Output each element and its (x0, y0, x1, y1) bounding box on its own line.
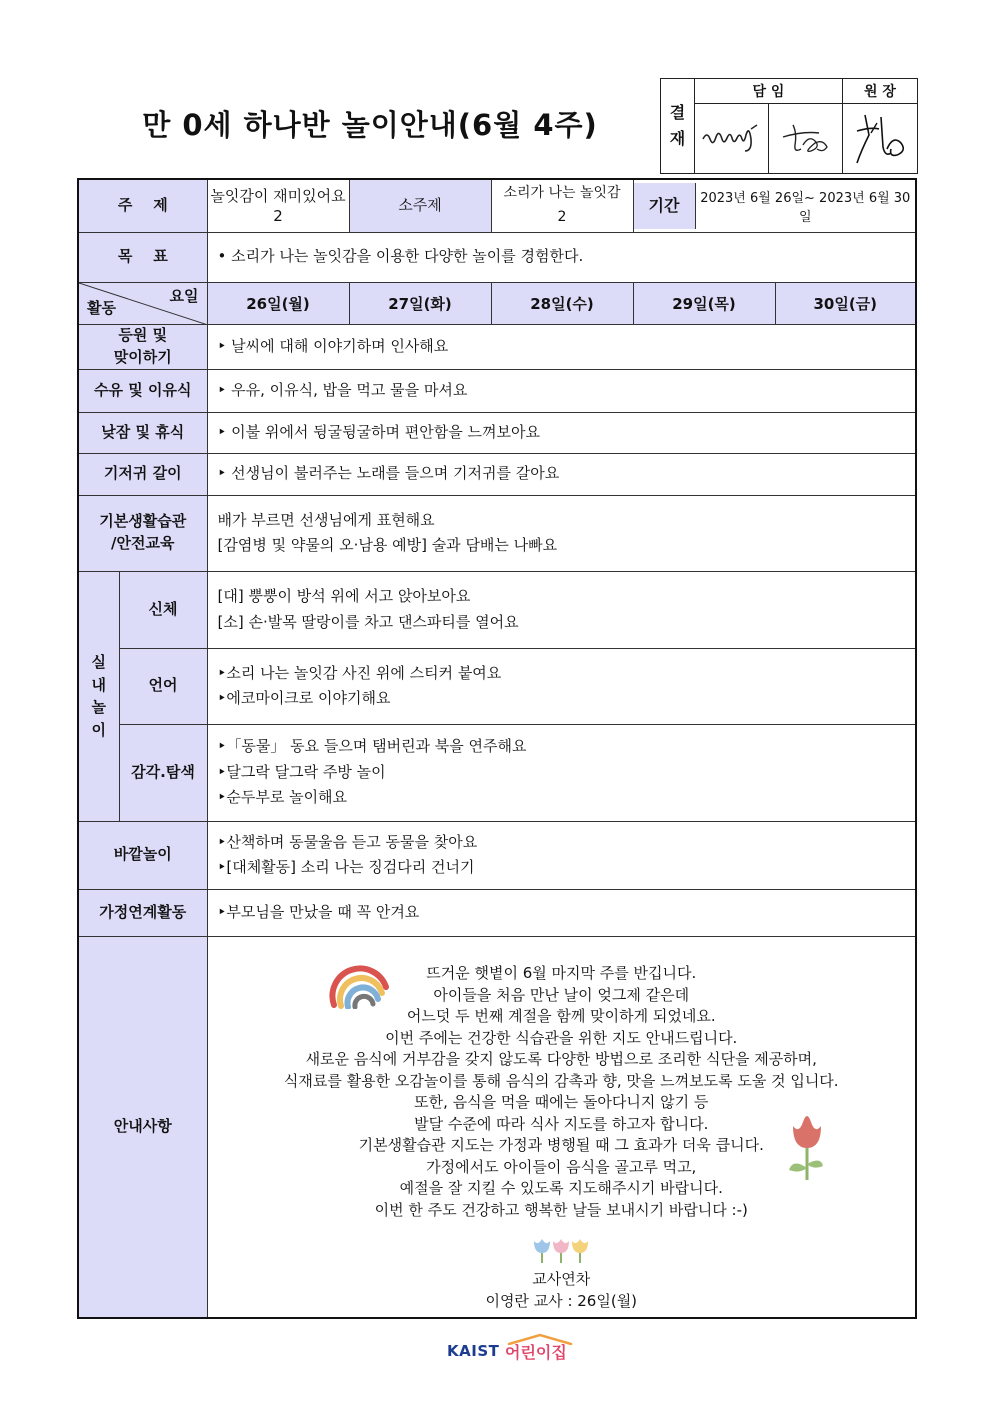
page-title: 만 0세 하나반 놀이안내(6월 4주) (142, 108, 598, 142)
theme-value: 놀잇감이 재미있어요 2 (207, 179, 349, 232)
subtheme-label: 소주제 (349, 179, 491, 232)
corner-activity-label: 활동 (87, 298, 116, 317)
outdoor-label: 바깥놀이 (78, 821, 207, 889)
nap-label: 낮잠 및 휴식 (78, 412, 207, 453)
teacher-leave-detail: 이영란 교사 : 26일(월) (485, 1291, 638, 1310)
body-label: 신체 (119, 571, 207, 648)
home-link-label: 가정연계활동 (78, 889, 207, 936)
notice-label: 안내사항 (78, 936, 207, 1318)
diaper-content: ‣ 선생님이 불러주는 노래를 들으며 기저귀를 갈아요 (207, 453, 916, 495)
indoor-play-label: 실 내 놀 이 (78, 571, 119, 821)
arrival-content: ‣ 날씨에 대해 이야기하며 인사해요 (207, 324, 916, 369)
director-label: 원 장 (843, 79, 918, 104)
outdoor-content (207, 821, 916, 889)
notice-line: 식재료를 활용한 오감놀이를 통해 음식의 감촉과 향, 맛을 느껴보도록 도울 것 입니다. (283, 1071, 839, 1090)
sensory-line: ‣달그락 달그락 주방 놀이 (217, 762, 386, 781)
approval-box (660, 78, 918, 174)
day-header: 29일(목) (633, 282, 775, 324)
period-value: 2023년 6월 26일~ 2023년 6월 30일 (700, 190, 911, 225)
outdoor-line: ‣산책하며 동물울음 듣고 동물을 찾아요 (217, 832, 478, 851)
teacher-leave-title: 교사연차 (532, 1270, 591, 1289)
habit-label: 기본생활습관 /안전교육 (78, 495, 207, 571)
homeroom-label: 담 임 (695, 79, 843, 104)
play-plan-table (77, 178, 917, 1319)
notice-line: 이번 한 주도 건강하고 행복한 날들 보내시기 바랍니다 :-) (374, 1200, 748, 1219)
period-cell (633, 179, 916, 232)
subtheme-value: 소리가 나는 놀잇감 2 (491, 179, 633, 232)
arrival-label: 등원 및 맞이하기 (78, 324, 207, 369)
day-header: 28일(수) (491, 282, 633, 324)
diaper-label: 기저귀 갈이 (78, 453, 207, 495)
feeding-content: ‣ 우유, 이유식, 밥을 먹고 물을 마셔요 (207, 369, 916, 412)
goal-value: • 소리가 나는 놀잇감을 이용한 다양한 놀이를 경험한다. (207, 232, 916, 282)
body-line: [소] 손·발목 딸랑이를 차고 댄스파티를 열어요 (217, 612, 519, 631)
corner-day-label: 요일 (169, 286, 199, 305)
language-content (207, 648, 916, 724)
notice-content (207, 936, 916, 1318)
sensory-content (207, 724, 916, 821)
day-header: 30일(금) (775, 282, 916, 324)
goal-label: 목 표 (78, 232, 207, 282)
body-line: [대] 뿡뿡이 방석 위에 서고 앉아보아요 (217, 587, 471, 606)
habit-content (207, 495, 916, 571)
notice-line: 또한, 음식을 먹을 때에는 돌아다니지 않기 등 (414, 1093, 709, 1112)
notice-line: 기본생활습관 지도는 가정과 병행될 때 그 효과가 더욱 큽니다. (358, 1136, 764, 1155)
day-activity-corner (78, 282, 207, 324)
language-line: ‣에코마이크로 이야기해요 (217, 689, 391, 708)
signature-teacher-2 (769, 104, 843, 174)
flowers-icon (530, 1237, 592, 1265)
language-label: 언어 (119, 648, 207, 724)
notice-line: 어느덧 두 번째 계절을 함께 맞이하게 되었네요. (406, 1007, 716, 1026)
notice-line: 가정에서도 아이들이 음식을 골고루 먹고, (426, 1157, 697, 1176)
outdoor-line: ‣[대체활동] 소리 나는 징검다리 건너기 (217, 858, 475, 877)
nap-content: ‣ 이불 위에서 뒹굴뒹굴하며 편안함을 느껴보아요 (207, 412, 916, 453)
body-content (207, 571, 916, 648)
day-header: 26일(월) (207, 282, 349, 324)
signature-teacher-1 (695, 104, 769, 174)
day-header: 27일(화) (349, 282, 491, 324)
tulip-icon (783, 1112, 831, 1184)
period-label: 기간 (634, 183, 696, 229)
signature-director (843, 104, 918, 174)
notice-line: 예절을 잘 지킬 수 있도록 지도해주시기 바랍니다. (399, 1179, 723, 1198)
sensory-line: ‣순두부로 놀이해요 (217, 788, 348, 807)
approval-label: 결 재 (661, 79, 695, 174)
rainbow-icon (328, 957, 392, 1009)
language-line: ‣소리 나는 놀잇감 사진 위에 스티커 붙여요 (217, 663, 502, 682)
habit-line: [감염병 및 약물의 오·남용 예방] 술과 담배는 나빠요 (217, 536, 558, 555)
notice-line: 새로운 음식에 거부감을 갖지 않도록 다양한 방법으로 조리한 식단을 제공하며, (305, 1050, 817, 1069)
logo-brand: KAIST (447, 1342, 500, 1360)
notice-line: 발달 수준에 따라 식사 지도를 하고자 합니다. (414, 1114, 709, 1133)
habit-line: 배가 부르면 선생님에게 표현해요 (217, 510, 435, 529)
notice-line: 이번 주에는 건강한 식습관을 위한 지도 안내드립니다. (385, 1028, 738, 1047)
notice-line: 뜨거운 햇볕이 6월 마지막 주를 반깁니다. (426, 964, 697, 983)
sensory-line: ‣「동물」 동요 들으며 탬버린과 북을 연주해요 (217, 737, 527, 756)
home-link-content: ‣부모님을 만났을 때 꼭 안겨요 (207, 889, 916, 936)
logo-sub: 어린이집 (505, 1343, 567, 1362)
theme-label: 주 제 (78, 179, 207, 232)
feeding-label: 수유 및 이유식 (78, 369, 207, 412)
kaist-kindergarten-logo (447, 1333, 577, 1365)
sensory-label: 감각.탐색 (119, 724, 207, 821)
notice-line: 아이들을 처음 만난 날이 엊그제 같은데 (433, 985, 690, 1004)
